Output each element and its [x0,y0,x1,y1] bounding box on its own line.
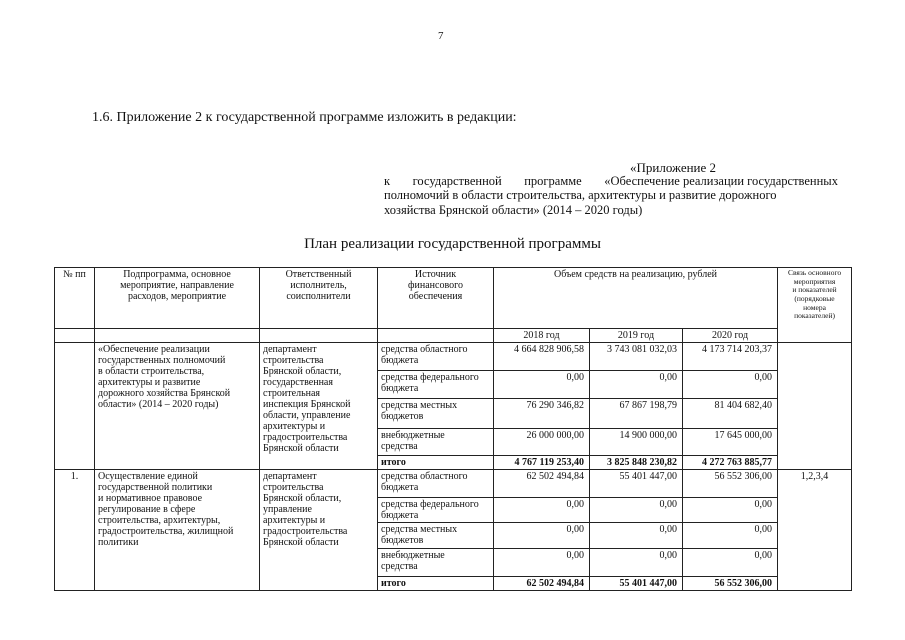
cell-line: и нормативное правовое [98,493,203,504]
cell-line: средства местных [381,524,458,535]
row-num [55,343,95,470]
header-program: Подпрограмма, основное мероприятие, направление расходов, мероприятие [95,268,260,329]
plan-table [54,267,852,591]
row-source [378,549,494,577]
year-spacer [260,329,378,343]
total-2020: 4 272 763 885,77 [683,456,778,470]
value-2018: 0,00 [494,549,590,577]
table-row [55,343,852,371]
cell-line: государственных полномочий [98,355,226,366]
value-2018: 26 000 000,00 [494,429,590,456]
cell-line: государственной политики [98,482,213,493]
cell-line: градостроительства [263,432,348,443]
row-source [378,523,494,549]
cell-line: строительная [263,388,321,399]
total-2019: 55 401 447,00 [590,577,683,591]
cell-line: средства местных [381,400,458,411]
cell-line: департамент [263,471,317,482]
appendix-word: программе [524,174,582,188]
cell-line: политики [98,537,139,548]
value-2020: 17 645 000,00 [683,429,778,456]
value-2018: 0,00 [494,523,590,549]
years-row [55,329,852,343]
header-executor: Ответственный исполнитель, соисполнители [260,268,378,329]
cell-line: регулирование в сфере [98,504,196,515]
row-source [378,498,494,523]
cell-line: Брянской области [263,443,339,454]
appendix-title: «Приложение 2 [630,160,717,175]
appendix-word: «Обеспечение реализации государственных [604,174,838,188]
cell-line: бюджета [381,355,419,366]
value-2019: 0,00 [590,498,683,523]
cell-line: области, управление [263,410,351,421]
total-2018: 62 502 494,84 [494,577,590,591]
row-executor [260,343,378,470]
value-2020: 0,00 [683,523,778,549]
total-2020: 56 552 306,00 [683,577,778,591]
cell-line: дорожного хозяйства Брянской [98,388,231,399]
cell-line: бюджетов [381,535,424,546]
cell-line: средства [381,441,418,452]
value-2019: 0,00 [590,371,683,399]
row-link [778,343,852,470]
value-2019: 0,00 [590,549,683,577]
year-spacer [55,329,95,343]
cell-line: средства федерального [381,372,479,383]
cell-line: средства [381,561,418,572]
year-2019: 2019 год [590,329,683,343]
row-source [378,470,494,498]
year-2020: 2020 год [683,329,778,343]
row-num: 1. [55,470,95,591]
value-2019: 67 867 198,79 [590,399,683,429]
value-2020: 81 404 682,40 [683,399,778,429]
cell-line: бюджета [381,510,419,521]
cell-line: области» (2014 – 2020 годы) [98,399,219,410]
total-label: итого [378,577,494,591]
appendix-word: государственной [412,174,502,188]
cell-line: Брянской области, [263,366,342,377]
row-source [378,429,494,456]
value-2019: 0,00 [590,523,683,549]
cell-line: средства федерального [381,499,479,510]
row-program [95,470,260,591]
value-2018: 76 290 346,82 [494,399,590,429]
year-spacer [378,329,494,343]
row-source [378,371,494,399]
cell-line: средства областного [381,344,468,355]
page-heading: План реализации государственной программы [304,236,601,252]
cell-line: бюджета [381,383,419,394]
year-2018: 2018 год [494,329,590,343]
appendix-line-3: хозяйства Брянской области» (2014 – 2020 годы) [384,203,643,217]
table-row [55,470,852,498]
cell-line: внебюджетные [381,430,445,441]
cell-line: управление [263,504,312,515]
cell-line: архитектуры и [263,421,326,432]
value-2018: 0,00 [494,371,590,399]
header-link: Связь основного мероприятия и показателей (порядковые номера показателей) [778,268,852,343]
value-2018: 4 664 828 906,58 [494,343,590,371]
cell-line: Брянской области [263,537,339,548]
cell-line: «Обеспечение реализации [98,344,210,355]
intro-text: 1.6. Приложение 2 к государственной программе изложить в редакции: [92,110,517,125]
cell-line: бюджетов [381,411,424,422]
value-2020: 4 173 714 203,37 [683,343,778,371]
cell-line: строительства [263,482,324,493]
total-label: итого [378,456,494,470]
value-2020: 0,00 [683,549,778,577]
value-2020: 0,00 [683,371,778,399]
value-2020: 56 552 306,00 [683,470,778,498]
row-source [378,343,494,371]
cell-line: архитектуры и [263,515,326,526]
value-2018: 62 502 494,84 [494,470,590,498]
cell-line: Брянской области, [263,493,342,504]
value-2019: 14 900 000,00 [590,429,683,456]
cell-line: строительства, архитектуры, [98,515,221,526]
cell-line: градостроительства [263,526,348,537]
header-row [55,268,852,329]
row-executor [260,470,378,591]
cell-line: архитектуры и развитие [98,377,201,388]
value-2020: 0,00 [683,498,778,523]
cell-line: Осуществление единой [98,471,198,482]
row-source [378,399,494,429]
year-spacer [95,329,260,343]
row-link: 1,2,3,4 [778,470,852,591]
header-source: Источник финансового обеспечения [378,268,494,329]
header-volume: Объем средств на реализацию, рублей [494,268,778,329]
value-2019: 55 401 447,00 [590,470,683,498]
appendix-line-1 [384,174,838,189]
cell-line: в области строительства, [98,366,205,377]
cell-line: градостроительства, жилищной [98,526,234,537]
cell-line: средства областного [381,471,468,482]
page-number: 7 [438,30,444,42]
value-2018: 0,00 [494,498,590,523]
cell-line: государственная [263,377,333,388]
appendix-word: к [384,174,391,188]
cell-line: строительства [263,355,324,366]
appendix-line-2: полномочий в области строительства, архитектуры и развитие дорожного [384,188,777,202]
header-num: № пп [55,268,95,329]
row-program [95,343,260,470]
value-2019: 3 743 081 032,03 [590,343,683,371]
cell-line: департамент [263,344,317,355]
total-2018: 4 767 119 253,40 [494,456,590,470]
cell-line: бюджета [381,482,419,493]
cell-line: внебюджетные [381,550,445,561]
cell-line: инспекция Брянской [263,399,351,410]
total-2019: 3 825 848 230,82 [590,456,683,470]
